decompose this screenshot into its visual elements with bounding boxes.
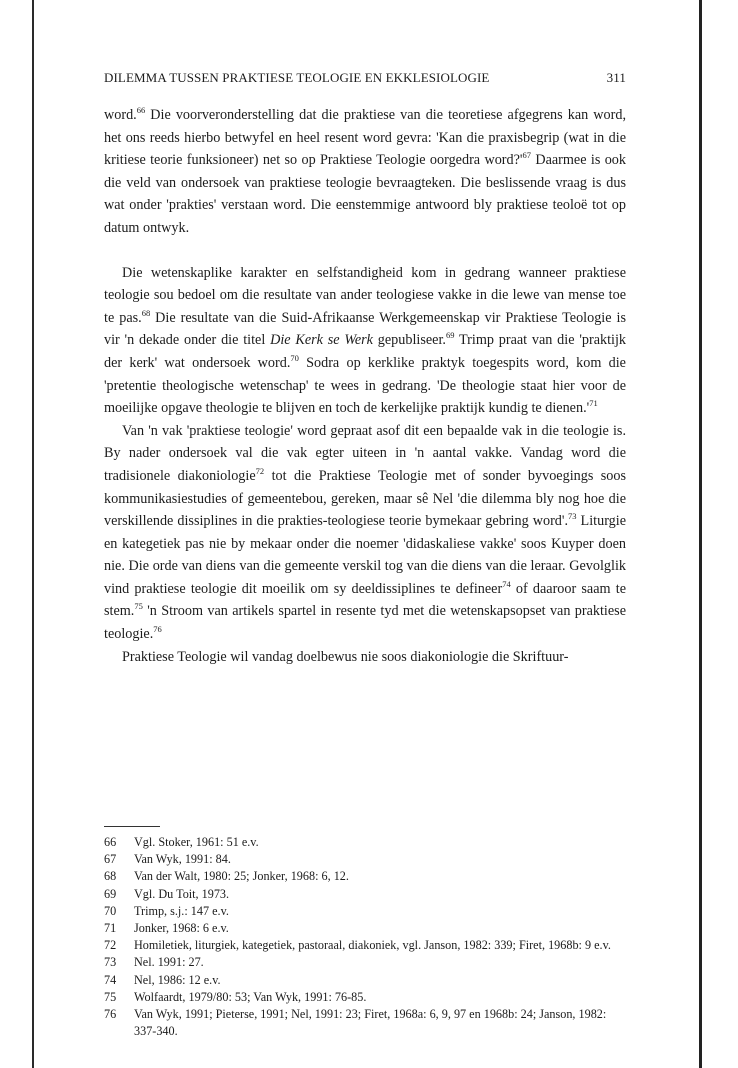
- footnote-reference: 76: [153, 623, 162, 634]
- footnote-rule: [104, 826, 160, 827]
- text-run: gepubliseer.: [372, 332, 446, 349]
- footnote-text: Van Wyk, 1991: 84.: [134, 852, 231, 867]
- footnotes-list: [104, 834, 626, 1040]
- footnote-text: Homiletiek, liturgiek, kategetiek, pastoraal, diakoniek, vgl. Janson, 1982: 339; Firet, 1968b: 9 e.v.: [134, 938, 611, 953]
- footnote-number: 73: [104, 955, 117, 970]
- footnote-text: Nel, 1986: 12 e.v.: [134, 972, 221, 987]
- footnote-text: Van der Walt, 1980: 25; Jonker, 1968: 6, 12.: [134, 869, 349, 884]
- text-run: Die resultate van die Suid-Afrikaanse Werkgemeenskap vir Praktiese Teologie is vir 'n dekade onder die titel: [104, 309, 626, 349]
- footnote: [104, 954, 626, 971]
- footnote-text: Trimp, s.j.: 147 e.v.: [134, 903, 229, 918]
- book-page: [104, 0, 626, 1068]
- footnote-number: 72: [104, 938, 117, 953]
- footnote-number: 68: [104, 869, 117, 884]
- running-header: [104, 70, 626, 86]
- footnote-number: 66: [104, 835, 117, 849]
- text-run: word.: [104, 107, 137, 123]
- footnote-reference: 67: [522, 149, 531, 160]
- footnote: [104, 903, 626, 920]
- footnote-reference: 72: [255, 465, 265, 476]
- paragraph: [104, 104, 626, 240]
- footnote: [104, 868, 626, 885]
- footnote-text: Jonker, 1968: 6 e.v.: [134, 921, 229, 936]
- footnote-number: 69: [104, 886, 117, 901]
- footnote-number: 74: [104, 972, 117, 987]
- text-run: 'n Stroom van artikels spartel in resente tyd met die wetenskapsopset van praktiese teologie.: [104, 603, 626, 643]
- text-run: Sodra op kerklike praktyk toegespits word, kom die 'pretentie theologische wetenschap' te wees in gedrang. 'De theologie staat hier voor de moeilijke opgave theologie te blijven en toch de kerkelijke praktijk kundig te dienen.': [104, 354, 626, 417]
- footnote-number: 70: [104, 903, 117, 918]
- paragraph: [104, 646, 626, 669]
- footnote: [104, 989, 626, 1006]
- footnote-text: Nel. 1991: 27.: [134, 955, 204, 970]
- footnote-text: Vgl. Stoker, 1961: 51 e.v.: [134, 835, 259, 849]
- footnote-reference: 71: [589, 397, 598, 408]
- footnote-reference: 70: [290, 352, 299, 363]
- footnote-reference: 74: [502, 578, 511, 589]
- paragraph: [104, 420, 626, 646]
- footnote: [104, 834, 626, 851]
- scan-right-edge: [699, 0, 702, 1068]
- footnote-number: 76: [104, 1007, 117, 1022]
- footnote: [104, 972, 626, 989]
- text-run: of daaroor saam te stem.: [104, 580, 626, 620]
- text-run: Die voorveronderstelling dat die praktiese van die teoretiese afgegrens kan word, het ons reeds hierbo betwyfel en heel resent word gevra: 'Kan die praxisbegrip (wat in die kritiese teorie funksioneer) net so op Praktiese Teologie oorgedra word?': [104, 107, 626, 169]
- footnote-number: 75: [104, 989, 117, 1004]
- text-run: Die wetenskaplike karakter en selfstandigheid kom in gedrang wanneer praktiese teologie sou bedoel om die resultate van ander teologiese vakke in die lewe van mense toe te pas.: [104, 264, 626, 326]
- text-run: Daarmee is ook die veld van ondersoek van praktiese teologie bevraagteken. Die beslissende vraag is dus wat onder 'prakties' verstaan word. Die eenstemmige antwoord bly praktiese teoloë tot op datum ontwyk.: [104, 152, 626, 236]
- footnote: [104, 937, 626, 954]
- text-run: Trimp praat van die 'praktijk der kerk' wat ondersoek word.: [104, 332, 626, 371]
- footnote-reference: 68: [141, 307, 151, 318]
- footnote: [104, 886, 626, 903]
- footnote-text: Van Wyk, 1991; Pieterse, 1991; Nel, 1991: 23; Firet, 1968a: 6, 9, 97 en 1968b: 24; Janson, 1982: 337-340.: [134, 1007, 607, 1039]
- page-number: 311: [606, 70, 626, 85]
- text-run: Van 'n vak 'praktiese teologie' word gepraat asof dit een bepaalde vak in die teologie is. By nader ondersoek val die vak egter uiteen in 'n aantal vakke. Vandag word die tradisionele diakoniologie: [104, 422, 626, 484]
- footnote-number: 71: [104, 921, 117, 936]
- running-title: DILEMMA TUSSEN PRAKTIESE TEOLOGIE EN EKKLESIOLOGIE: [104, 70, 490, 85]
- text-run: tot die Praktiese Teologie met of sonder byvoegings soos kommunikasiestudies of gemeentebou, gereken, maar sê Nel 'die dilemma bly nog hoe die verskillende dissiplines in die prakties-teologiese teorie bymekaar gebring word'.: [104, 467, 627, 530]
- text-run: Praktiese Teologie wil vandag doelbewus nie soos diakoniologie die Skriftuur-: [122, 648, 569, 665]
- italic-title: Die Kerk se Werk: [270, 332, 373, 349]
- footnote-reference: 66: [136, 104, 146, 115]
- footnote: [104, 1006, 626, 1040]
- footnote-text: Wolfaardt, 1979/80: 53; Van Wyk, 1991: 76-85.: [134, 989, 367, 1004]
- footnote-number: 67: [104, 852, 117, 867]
- text-run: Liturgie en kategetiek pas nie by mekaar onder die noemer 'didaskaliese vakke' soos Kuyper doen nie. Die orde van diens van die gemeente verskil tog van die diens van die leraar. Gevolglik vind praktiese teologie dit moeilik om sy deeldissiplines te defineer: [104, 513, 626, 597]
- body-text: [104, 104, 626, 668]
- scan-left-margin: [0, 0, 36, 1068]
- footnote-reference: 73: [568, 510, 577, 521]
- paragraph: [104, 262, 626, 420]
- footnote-reference: 75: [134, 601, 143, 612]
- footnote-text: Vgl. Du Toit, 1973.: [134, 886, 230, 901]
- footnote: [104, 851, 626, 868]
- footnote-reference: 69: [445, 330, 455, 341]
- footnote: [104, 920, 626, 937]
